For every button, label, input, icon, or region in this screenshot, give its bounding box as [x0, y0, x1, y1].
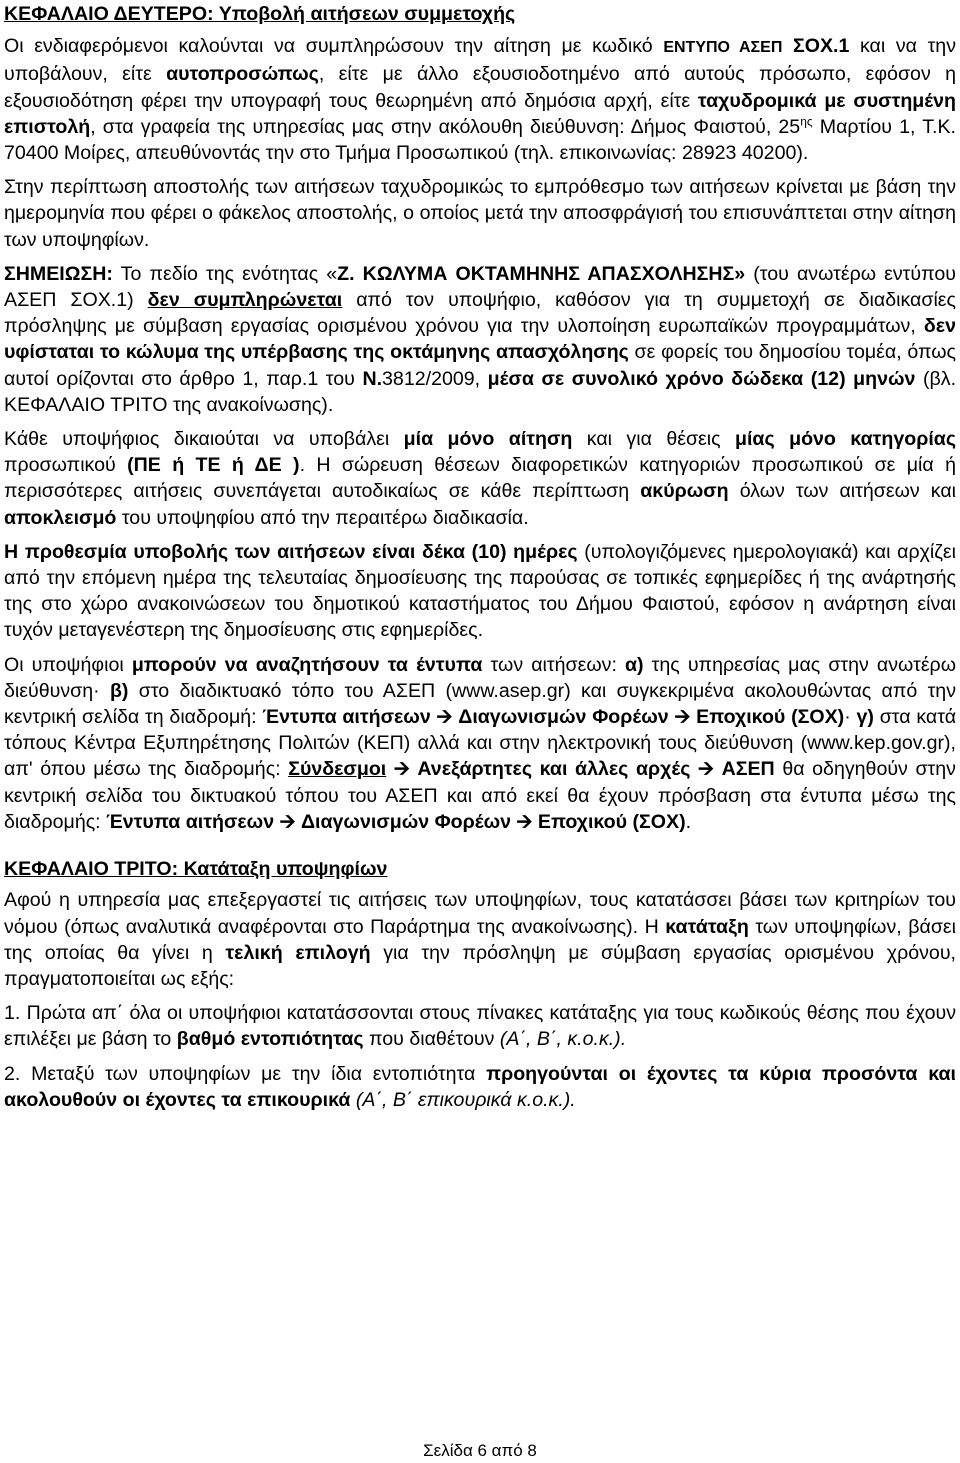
bold-section-z: Ζ. ΚΩΛΥΜΑ ΟΚΤΑΜΗΝΗΣ ΑΠΑΣΧΟΛΗΣΗΣ»	[337, 262, 746, 285]
bold-exclusion: αποκλεισμό	[4, 506, 117, 529]
text-run: (βλ. ΚΕΦΑΛΑΙΟ ΤΡΙΤΟ της ανακοίνωσης).	[4, 367, 957, 416]
ranking-item-2	[4, 1061, 956, 1113]
bold-final-selection: τελική επιλογή	[225, 941, 371, 964]
text-run: 2. Μεταξύ των υποψηφίων με την ίδια εντοπιότητα	[4, 1062, 487, 1085]
arrow-right-icon: 🡪	[279, 809, 296, 833]
text-run: όλων των αιτήσεων και	[728, 480, 957, 503]
document-page	[4, 0, 956, 1463]
text-run: για την πρόσληψη με σύμβαση εργασίας ορισμένου χρόνου, πραγματοποιείται ως εξής:	[4, 941, 956, 990]
chapter-two-title: ΚΕΦΑΛΑΙΟ ΔΕΥΤΕΡΟ: Υποβολή αιτήσεων συμμετοχής	[4, 3, 516, 25]
page-footer: Σελίδα 6 από 8	[423, 1441, 537, 1460]
bold-one-application: μία μόνο αίτηση	[403, 428, 573, 451]
bold-in-person: αυτοπροσώπως	[166, 63, 319, 86]
deadline-paragraph	[4, 539, 956, 644]
bold-law-prefix: Ν.	[362, 367, 383, 390]
text-run: Το πεδίο της ενότητας «	[112, 262, 338, 285]
italic-auxiliary-levels: (Α΄, Β΄ επικουρικά κ.ο.κ.).	[350, 1088, 576, 1111]
path-step: Ανεξάρτητες και άλλες αρχές	[417, 758, 691, 781]
bold-deadline: Η προθεσμία υποβολής των αιτήσεων είναι δέκα (10) ημέρες	[4, 540, 578, 563]
text-run: στα κατά τόπους Κέντρα Εξυπηρέτησης Πολιτών (ΚΕΠ) αλλά και στην ηλεκτρονική τους διεύθυνση (www.kep.gov.gr), απ' όπου μέσω της διαδρομής:	[4, 706, 957, 781]
text-run: του υποψηφίου από την περαιτέρω διαδικασία.	[116, 506, 529, 529]
text-run: .	[685, 810, 692, 833]
arrow-right-icon: 🡪	[674, 705, 691, 729]
ordinal-superscript: ης	[800, 114, 813, 129]
path-step: Διαγωνισμών Φορέων	[458, 706, 669, 729]
text-run: προσωπικού	[4, 454, 128, 477]
submission-paragraph	[4, 33, 956, 166]
text-run: (υπολογιζόμενες ημερολογιακά) και αρχίζει από την επόμενη ημέρα της τελευταίας δημοσίευσης της παρούσας σε τοπικές εφημερίδες ή της ανάρτησής της στο χώρο ανακοινώσεων του δημοτικού καταστήματος του Δήμου Φαιστού, εφόσον η ανάρτηση είναι τυχόν μεταγενέστερη της δημοσίευσης στις εφημερίδες.	[4, 540, 956, 642]
bold-registered-mail: ταχυδρομικά με συστημένη επιστολή	[4, 89, 956, 138]
text-run: 1. Πρώτα απ΄ όλα οι υποψήφιοι κατατάσσονται στους πίνακες κατάταξης για τους κωδικούς θέσης που έχουν επιλέξει με βάση το	[4, 1002, 956, 1051]
arrow-right-icon: 🡪	[393, 757, 410, 781]
text-run: . Η σώρευση θέσεων διαφορετικών κατηγοριών προσωπικού σε μία ή περισσότερες αιτήσεις συνεπάγεται αυτοδικαίως σε κάθε περίπτωση	[4, 454, 956, 503]
postal-deadline-paragraph: Στην περίπτωση αποστολής των αιτήσεων ταχυδρομικώς το εμπρόθεσμο των αιτήσεων κρίνεται με βάση την ημερομηνία που φέρει ο φάκελος αποστολής, ο οποίος μετά την αποσφράγισή του επισυνάπτεται στην αίτηση των υποψηφίων.	[4, 176, 956, 251]
text-run: , είτε με άλλο εξουσιοδοτημένο από αυτούς πρόσωπο, εφόσον η εξουσιοδότηση φέρει την υπογραφή τους θεωρημένη από δημόσια αρχή, είτε	[4, 63, 956, 112]
bold-one-category: μίας μόνο κατηγορίας	[735, 428, 957, 451]
bold-categories: (ΠΕ ή ΤΕ ή ΔΕ )	[127, 454, 300, 477]
text-run: ·	[844, 706, 857, 729]
ranking-intro-paragraph	[4, 887, 956, 992]
text-run: Μαρτίου 1, Τ.Κ. 70400 Μοίρες, απευθύνοντάς την στο Τμήμα Προσωπικού (τηλ. επικοινωνίας: 28923 40200).	[4, 115, 956, 165]
bold-option-a: α)	[625, 653, 644, 676]
italic-levels: (Α΄, Β΄, κ.ο.κ.).	[499, 1028, 627, 1051]
text-run: Αφού η υπηρεσία μας επεξεργαστεί τις αιτήσεις των υποψηφίων, τους κατατάσσει βάσει των κριτηρίων του νόμου (όπως αναλυτικά αναφέρονται στο Παράρτημα της ανακοίνωσης). Η	[4, 889, 956, 938]
single-application-paragraph	[4, 426, 956, 531]
path-step: Έντυπα αιτήσεων	[106, 810, 275, 833]
text-run: 3812/2009,	[382, 367, 488, 390]
text-run: της υπηρεσίας μας στην ανωτέρω διεύθυνση·	[4, 653, 956, 702]
chapter-three-title: ΚΕΦΑΛΑΙΟ ΤΡΙΤΟ: Κατάταξη υποψηφίων	[4, 858, 388, 881]
note-paragraph	[4, 261, 956, 418]
text-run: των αιτήσεων:	[482, 653, 625, 676]
ranking-item-1	[4, 1000, 956, 1052]
text-run: (του ανωτέρω εντύπου ΑΣΕΠ ΣΟΧ.1)	[4, 262, 956, 312]
path-step: Έντυπα αιτήσεων	[262, 706, 431, 729]
text-run: που διαθέτουν	[363, 1028, 500, 1051]
form-code-number: ΣΟΧ.1	[792, 35, 850, 58]
text-run: και να την υποβάλουν, είτε	[4, 35, 956, 86]
note-label: ΣΗΜΕΙΩΣΗ:	[4, 262, 113, 285]
path-step: Διαγωνισμών Φορέων	[300, 810, 512, 833]
bold-no-restriction: δεν υφίσταται το κώλυμα της υπέρβασης της οκτάμηνης απασχόλησης	[4, 315, 956, 364]
form-code: ΕΝΤΥΠΟ ΑΣΕΠ	[663, 39, 783, 57]
text-run: Οι υποψήφιοι	[4, 653, 132, 676]
arrow-right-icon: 🡪	[516, 809, 533, 833]
bold-cancellation: ακύρωση	[640, 480, 729, 503]
text-run: σε φορείς του δημοσίου τομέα, όπως αυτοί ορίζονται στο άρθρο 1, παρ.1 του	[4, 341, 956, 390]
path-step-links: Σύνδεσμοι	[288, 758, 387, 781]
bold-main-qualifications: προηγούνται οι έχοντες τα κύρια προσόντα και ακολουθούν οι έχοντες τα επικουρικά	[4, 1062, 956, 1111]
bold-option-c: γ)	[856, 706, 874, 729]
arrow-right-icon: 🡪	[698, 757, 714, 781]
path-step: Εποχικού (ΣΟΧ)	[696, 706, 845, 729]
bold-option-b: β)	[109, 679, 129, 702]
text-run: από τον υποψήφιο, καθόσον για τη συμμετοχή σε διαδικασίες πρόσληψης με σύμβαση εργασίας ορισμένου χρόνου για την υλοποίηση ευρωπαϊκών προγραμμάτων,	[4, 289, 956, 338]
forms-location-paragraph	[4, 652, 956, 835]
text-run: θα οδηγηθούν στην κεντρική σελίδα του δικτυακού τόπου του ΑΣΕΠ και από εκεί θα έχουν πρόσβαση στα έντυπα μέσω της διαδρομής:	[4, 758, 956, 833]
bold-find-forms: μπορούν να αναζητήσουν τα έντυπα	[131, 653, 483, 676]
bold-locality-degree: βαθμό εντοπιότητας	[176, 1028, 364, 1051]
path-step: Εποχικού (ΣΟΧ)	[537, 810, 686, 833]
text-run: στο διαδικτυακό τόπο του ΑΣΕΠ (www.asep.gr) και συγκεκριμένα ακολουθώντας από την κεντρική σελίδα τη διαδρομή:	[4, 679, 956, 729]
text-run: Οι ενδιαφερόμενοι καλούνται να συμπληρώσουν την αίτηση με κωδικό	[4, 35, 664, 58]
text-run: των υποψηφίων, βάσει της οποίας θα γίνει η	[4, 915, 957, 964]
bold-ranking: κατάταξη	[665, 915, 749, 938]
text-run: , στα γραφεία της υπηρεσίας μας στην ακόλουθη διεύθυνση: Δήμος Φαιστού, 25	[90, 115, 801, 138]
arrow-right-icon: 🡪	[436, 705, 453, 729]
text-run: Κάθε υποψήφιος δικαιούται να υποβάλει	[4, 428, 404, 451]
bold-twelve-months: μέσα σε συνολικό χρόνο δώδεκα (12) μηνών	[487, 367, 916, 390]
bold-underlined-not-filled: δεν συμπληρώνεται	[147, 289, 343, 312]
path-step: ΑΣΕΠ	[721, 758, 775, 781]
text-run: και για θέσεις	[572, 428, 735, 451]
